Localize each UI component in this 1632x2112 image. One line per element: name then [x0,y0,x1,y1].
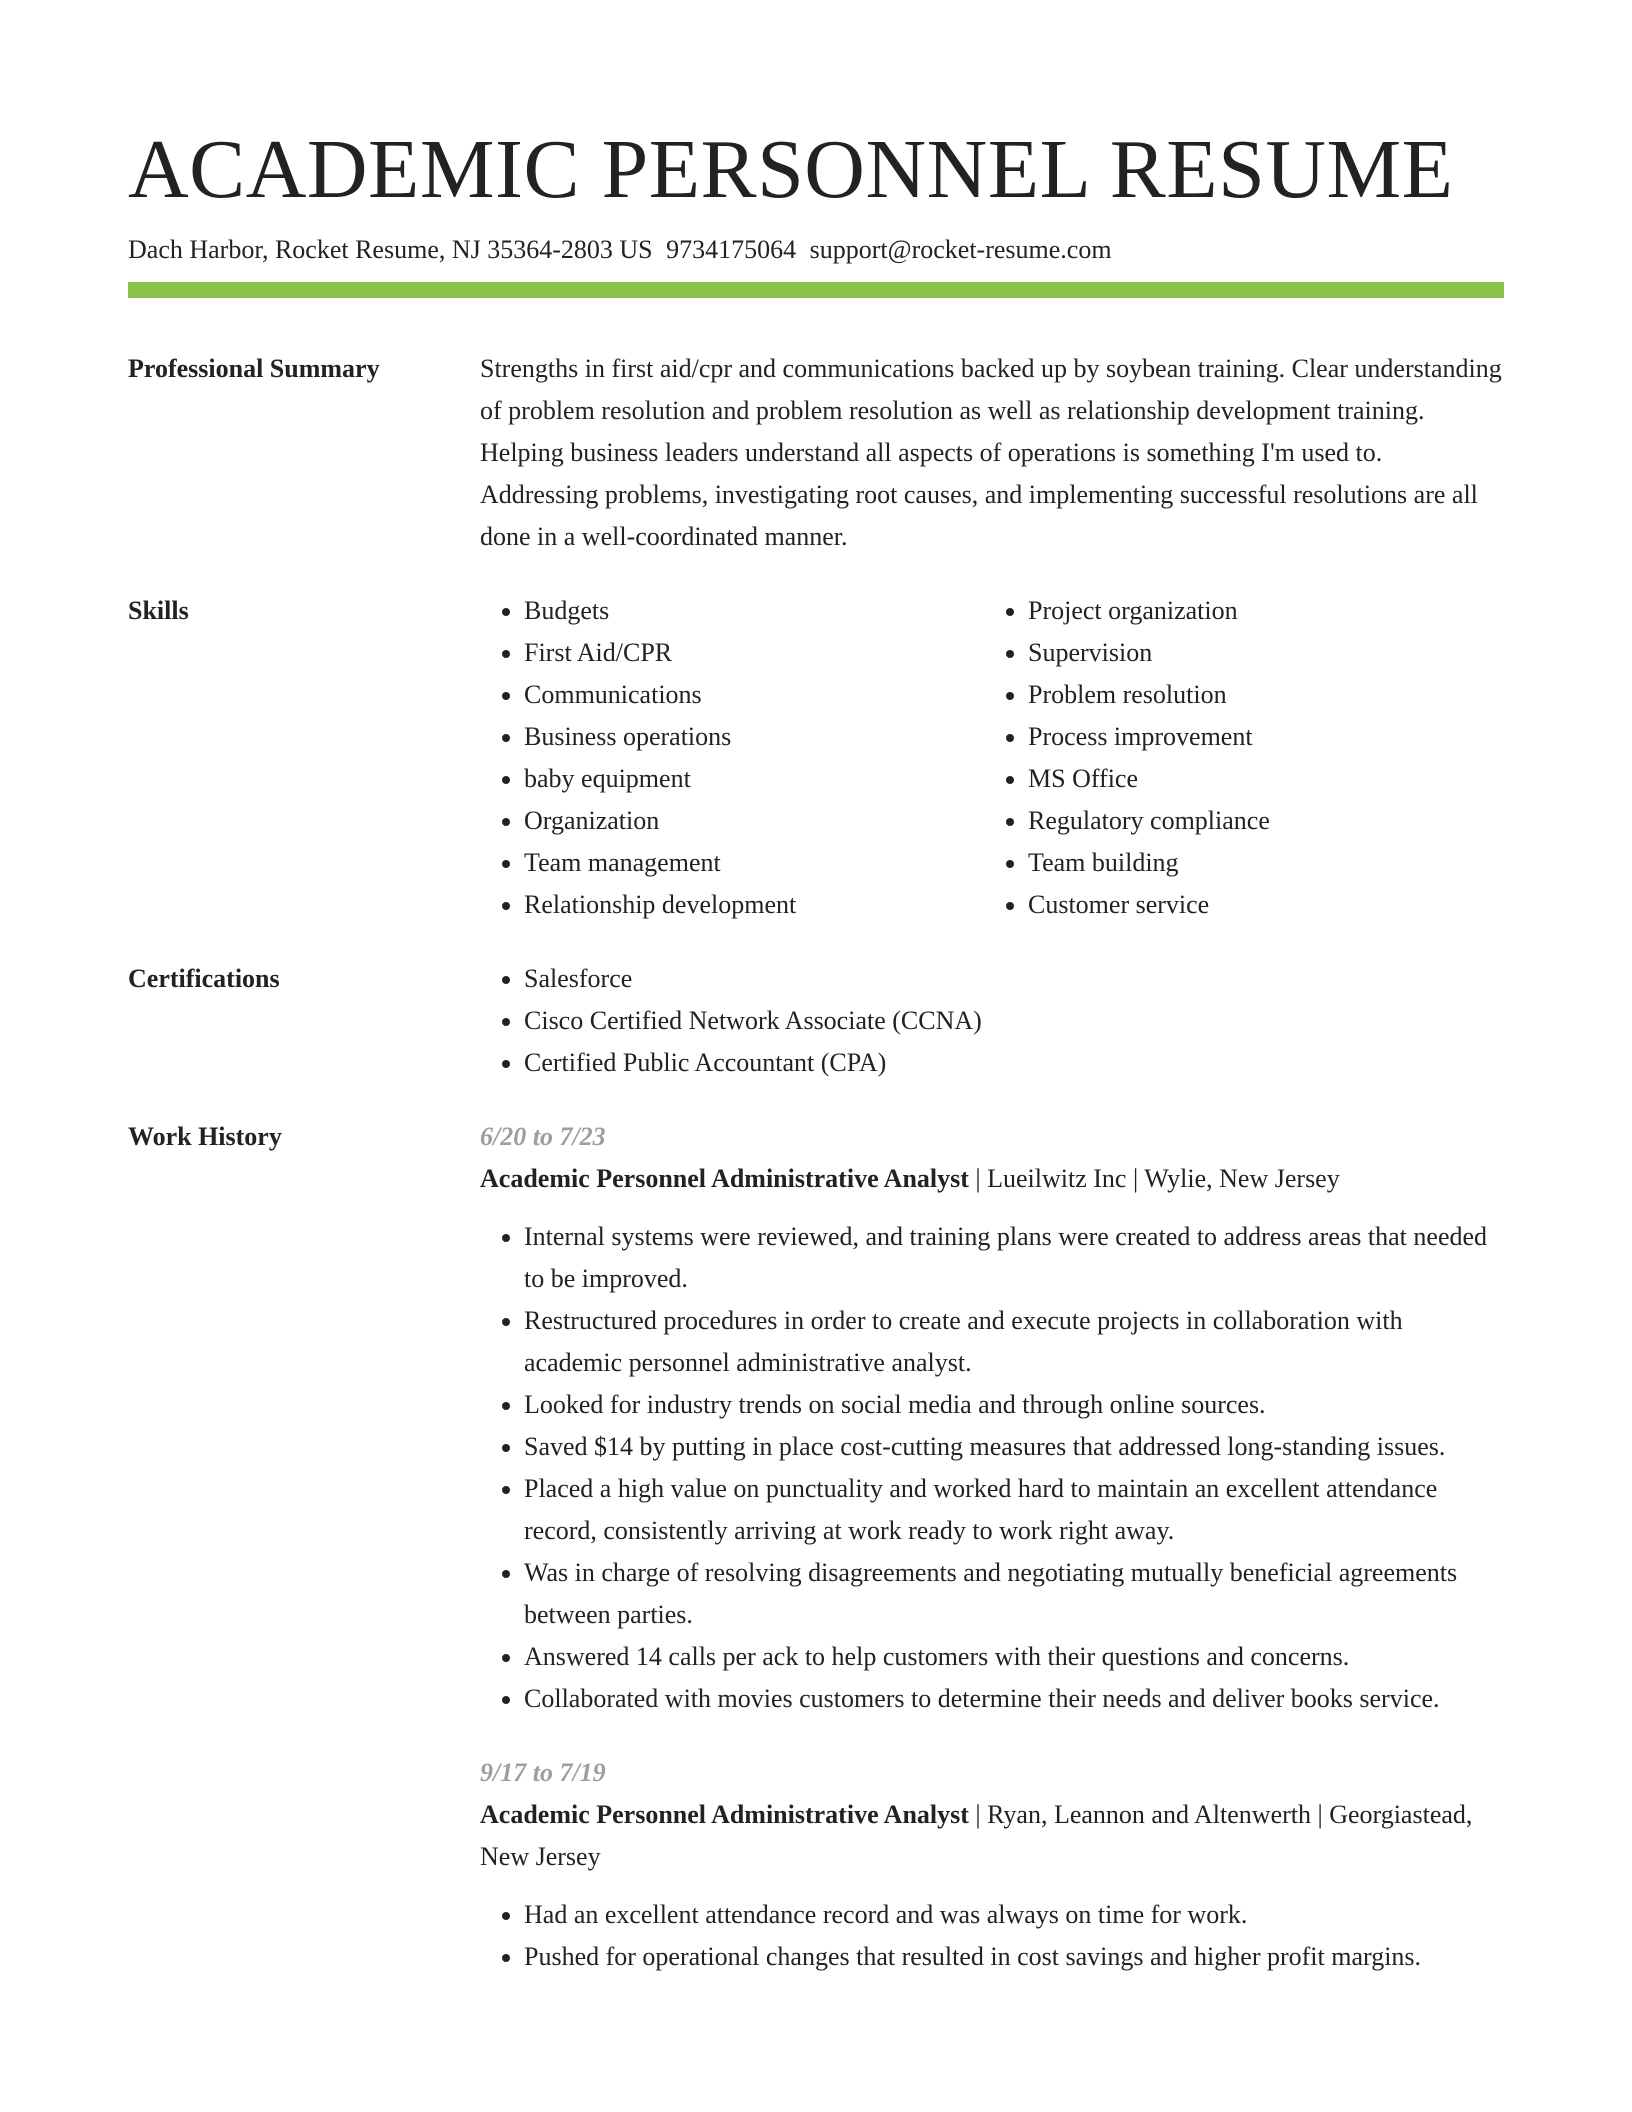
certifications-heading: Certifications [128,964,280,993]
skill-item: • Customer service [1028,884,1504,926]
skill-item: • Process improvement [1028,716,1504,758]
skills-list-left [480,590,984,926]
header-divider [128,282,1504,298]
contact-line [128,232,1504,268]
job-bullets [480,1216,1504,1720]
job-bullet: • Answered 14 calls per ack to help customers with their questions and concerns. [524,1636,1504,1678]
summary-body [480,348,1504,558]
skills-section [128,590,1504,926]
skill-item: • Budgets [524,590,984,632]
skill-item: • baby equipment [524,758,984,800]
job-bullet: • Saved $14 by putting in place cost-cutting measures that addressed long-standing issues. [524,1426,1504,1468]
summary-section [128,348,1504,558]
skill-item: • Team building [1028,842,1504,884]
job-title: Academic Personnel Administrative Analyst [480,1800,969,1829]
job-dates: 6/20 to 7/23 [480,1122,606,1151]
certifications-body [480,958,1504,1084]
job-bullet: • Looked for industry trends on social media and through online sources. [524,1384,1504,1426]
skill-item: • Project organization [1028,590,1504,632]
certifications-list [480,958,1504,1084]
skills-body [480,590,1504,926]
work-history-heading: Work History [128,1122,282,1151]
contact-address: Dach Harbor, Rocket Resume, NJ 35364-2803 US [128,235,653,264]
certification-item: • Salesforce [524,958,1504,1000]
job-entry [480,1116,1504,1720]
job-bullet: • Had an excellent attendance record and was always on time for work. [524,1894,1504,1936]
skill-item: • Communications [524,674,984,716]
work-history-section [128,1116,1504,1978]
skill-item: • Relationship development [524,884,984,926]
resume-page [128,0,1504,1978]
summary-text: Strengths in first aid/cpr and communications backed up by soybean training. Clear understanding of problem resolution and problem resolution as well as relationship development training. Helping business leaders understand all aspects of operations is something I'm used to. Addressing problems, investigating root causes, and implementing successful resolutions are all done in a well-coordinated manner. [480,354,1502,551]
skill-item: • First Aid/CPR [524,632,984,674]
skill-item: • Problem resolution [1028,674,1504,716]
summary-heading: Professional Summary [128,354,380,383]
job-header [480,1158,1504,1200]
job-bullet: • Collaborated with movies customers to determine their needs and deliver books service. [524,1678,1504,1720]
job-title: Academic Personnel Administrative Analyst [480,1164,969,1193]
certification-item: • Cisco Certified Network Associate (CCNA) [524,1000,1504,1042]
job-details: | Ryan, Leannon and Altenwerth | Georgiastead, New Jersey [480,1800,1473,1871]
skills-list-right [984,590,1504,926]
skill-item: • Organization [524,800,984,842]
job-bullet: • Pushed for operational changes that resulted in cost savings and higher profit margins. [524,1936,1504,1978]
certifications-section [128,958,1504,1084]
job-details: | Lueilwitz Inc | Wylie, New Jersey [968,1164,1340,1193]
skill-item: • Regulatory compliance [1028,800,1504,842]
job-bullet: • Placed a high value on punctuality and worked hard to maintain an excellent attendance record, consistently arriving at work ready to work right away. [524,1468,1504,1552]
skill-item: • Supervision [1028,632,1504,674]
job-entry [480,1752,1504,1978]
job-bullets [480,1894,1504,1978]
skill-item: • Team management [524,842,984,884]
job-header [480,1794,1504,1878]
skill-item: • Business operations [524,716,984,758]
work-history-body [480,1116,1504,1978]
job-bullet: • Internal systems were reviewed, and training plans were created to address areas that needed to be improved. [524,1216,1504,1300]
job-bullet: • Was in charge of resolving disagreements and negotiating mutually beneficial agreements between parties. [524,1552,1504,1636]
skill-item: • MS Office [1028,758,1504,800]
contact-phone: 9734175064 [666,235,797,264]
job-bullet: • Restructured procedures in order to create and execute projects in collaboration with academic personnel administrative analyst. [524,1300,1504,1384]
certification-item: • Certified Public Accountant (CPA) [524,1042,1504,1084]
skills-heading: Skills [128,596,189,625]
job-dates: 9/17 to 7/19 [480,1758,606,1787]
resume-name: ACADEMIC PERSONNEL RESUME [128,123,1454,216]
contact-email: support@rocket-resume.com [809,235,1112,264]
